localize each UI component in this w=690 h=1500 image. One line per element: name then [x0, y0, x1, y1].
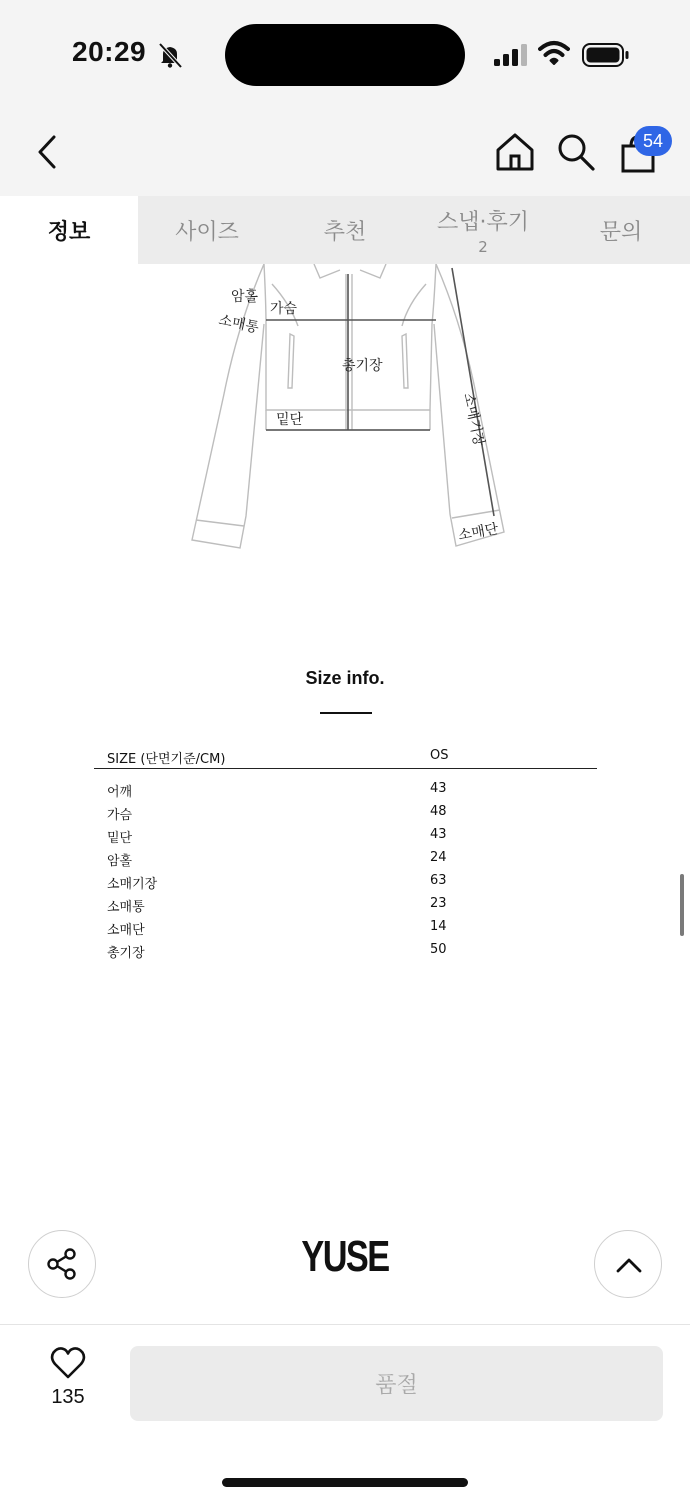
share-icon — [45, 1247, 79, 1281]
tab-label: 사이즈 — [175, 219, 239, 245]
wifi-icon — [538, 40, 570, 66]
size-table — [94, 744, 597, 960]
row-label: 암홀 — [107, 854, 133, 869]
size-table-header — [94, 744, 597, 769]
tab-inquiry[interactable] — [552, 196, 690, 264]
tab-info[interactable] — [0, 196, 138, 264]
row-value: 43 — [430, 827, 447, 842]
table-row — [94, 845, 597, 868]
diagram-label-armhole: 암홀 — [231, 289, 259, 305]
diagram-label-cuff: 소매단 — [456, 521, 500, 544]
chevron-up-icon — [615, 1253, 643, 1277]
scroll-to-top-button[interactable] — [594, 1230, 662, 1298]
row-value: 63 — [430, 873, 447, 888]
tab-size[interactable] — [138, 196, 276, 264]
status-bar — [0, 0, 690, 110]
table-row — [94, 868, 597, 891]
scrollbar-thumb[interactable] — [680, 874, 684, 936]
dynamic-island — [225, 24, 465, 86]
table-row — [94, 776, 597, 799]
tab-label: 스냅·후기 — [436, 209, 529, 235]
tab-label: 문의 — [599, 219, 643, 245]
cart-count-badge: 54 — [634, 126, 672, 156]
bottom-bar-divider — [0, 1324, 690, 1325]
row-value: 50 — [430, 942, 447, 957]
jacket-size-diagram — [180, 264, 520, 564]
row-value: 14 — [430, 919, 447, 934]
diagram-label-hem: 밑단 — [276, 412, 304, 428]
like-button[interactable] — [28, 1346, 108, 1422]
tab-label: 추천 — [323, 219, 367, 245]
row-value: 24 — [430, 850, 447, 865]
size-column-header: OS — [430, 748, 449, 763]
tab-label: 정보 — [47, 219, 91, 245]
diagram-label-sleeve-width: 소매통 — [217, 312, 261, 337]
heart-icon — [50, 1346, 86, 1380]
diagram-label-total-length: 총기장 — [342, 358, 383, 374]
like-count: 135 — [51, 1386, 85, 1408]
row-label: 소매기장 — [107, 877, 158, 892]
size-info-title: Size info. — [305, 668, 385, 688]
row-label: 밑단 — [107, 831, 133, 846]
bell-slash-icon — [156, 41, 184, 69]
product-tab-bar — [0, 196, 690, 264]
table-row — [94, 891, 597, 914]
table-row — [94, 914, 597, 937]
diagram-label-sleeve-length: 소매기장 — [460, 391, 487, 448]
tab-count: 2 — [478, 237, 488, 256]
battery-icon — [582, 42, 630, 68]
brand-logo[interactable]: YUSE — [301, 1232, 389, 1281]
tab-snap-review[interactable] — [414, 196, 552, 264]
home-icon[interactable] — [494, 132, 536, 172]
row-label: 어깨 — [107, 785, 133, 800]
table-row — [94, 799, 597, 822]
search-icon[interactable] — [556, 132, 596, 172]
tab-recommend[interactable] — [276, 196, 414, 264]
table-row — [94, 937, 597, 960]
share-button[interactable] — [28, 1230, 96, 1298]
row-label: 소매통 — [107, 900, 145, 915]
back-arrow-icon[interactable] — [32, 134, 64, 170]
home-indicator[interactable] — [222, 1478, 468, 1487]
cellular-signal-icon — [494, 44, 528, 66]
app-header — [0, 110, 690, 196]
title-underline — [320, 712, 372, 714]
measure-column-header: SIZE (단면기준/CM) — [107, 752, 226, 767]
table-row — [94, 822, 597, 845]
row-value: 23 — [430, 896, 447, 911]
sold-out-button[interactable]: 품절 — [130, 1346, 663, 1421]
row-label: 가슴 — [107, 808, 133, 823]
diagram-label-chest: 가슴 — [270, 301, 298, 317]
row-value: 48 — [430, 804, 447, 819]
row-label: 총기장 — [107, 946, 145, 961]
status-time: 20:29 — [72, 36, 147, 67]
row-label: 소매단 — [107, 923, 145, 938]
row-value: 43 — [430, 781, 447, 796]
